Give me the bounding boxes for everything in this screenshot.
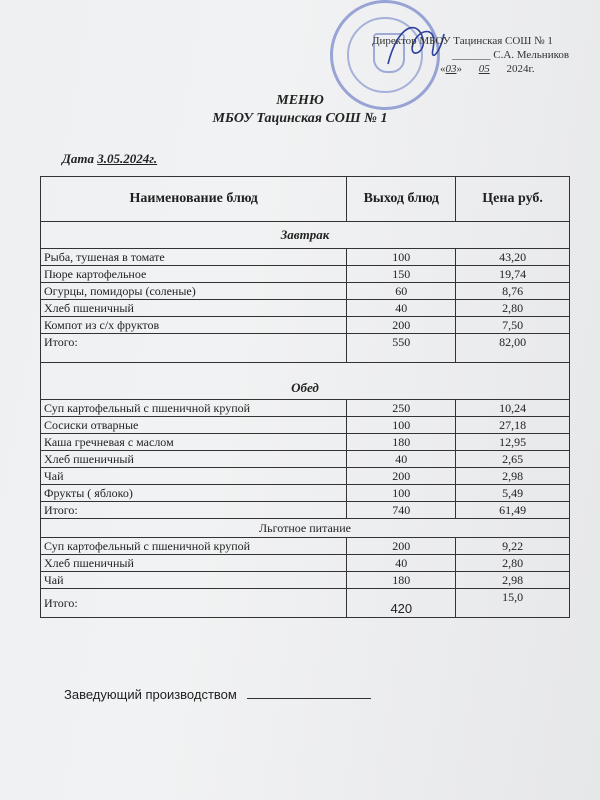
dish-price: 10,24 <box>456 400 570 417</box>
dish-price: 5,49 <box>456 485 570 502</box>
approval-date: «03» 05 2024г. <box>440 63 535 75</box>
spacer-cell <box>41 363 570 378</box>
table-row <box>41 451 570 468</box>
header-yield: Выход блюд <box>347 177 456 222</box>
signature-line <box>247 686 371 699</box>
menu-table <box>40 176 570 618</box>
dish-name: Огурцы, помидоры (соленые) <box>41 283 347 300</box>
table-row <box>41 283 570 300</box>
total-price: 61,49 <box>456 502 570 519</box>
dish-price: 2,80 <box>456 300 570 317</box>
dish-price: 9,22 <box>456 538 570 555</box>
dish-price: 2,98 <box>456 572 570 589</box>
table-row <box>41 266 570 283</box>
dish-name: Чай <box>41 572 347 589</box>
total-yield: 420 <box>347 589 456 618</box>
total-price: 15,0 <box>456 589 570 618</box>
dish-yield: 200 <box>347 538 456 555</box>
dish-yield: 180 <box>347 572 456 589</box>
dish-price: 43,20 <box>456 249 570 266</box>
dish-name: Хлеб пшеничный <box>41 451 347 468</box>
approval-day: 03 <box>445 63 457 75</box>
dish-yield: 100 <box>347 249 456 266</box>
dish-yield: 40 <box>347 300 456 317</box>
approval-director: Директор МБОУ Тацинская СОШ № 1 <box>372 35 553 47</box>
table-row <box>41 317 570 334</box>
section-lunch <box>41 377 570 400</box>
dish-yield: 200 <box>347 317 456 334</box>
total-row-breakfast <box>41 334 570 363</box>
approval-year: 2024г. <box>506 63 535 75</box>
dish-yield: 100 <box>347 417 456 434</box>
table-row <box>41 555 570 572</box>
spacer-row <box>41 363 570 378</box>
total-row-lunch <box>41 502 570 519</box>
date-label: Дата <box>62 151 94 166</box>
total-label: Итого: <box>41 502 347 519</box>
dish-yield: 100 <box>347 485 456 502</box>
dish-name: Чай <box>41 468 347 485</box>
dish-yield: 40 <box>347 555 456 572</box>
dish-name: Суп картофельный с пшеничной крупой <box>41 538 347 555</box>
dish-name: Хлеб пшеничный <box>41 300 347 317</box>
header-price: Цена руб. <box>456 177 570 222</box>
dish-yield: 150 <box>347 266 456 283</box>
table-header <box>41 177 570 222</box>
table-row <box>41 249 570 266</box>
dish-name: Фрукты ( яблоко) <box>41 485 347 502</box>
approval-signature-name: _______ С.А. Мельников <box>452 49 570 61</box>
table-row <box>41 572 570 589</box>
table-row <box>41 538 570 555</box>
dish-price: 2,98 <box>456 468 570 485</box>
approval-month: 05 <box>478 63 490 75</box>
total-price: 82,00 <box>456 334 570 363</box>
dish-price: 8,76 <box>456 283 570 300</box>
section-title: Обед <box>41 377 570 400</box>
table-row <box>41 434 570 451</box>
total-yield: 550 <box>347 334 456 363</box>
header-dish: Наименование блюд <box>41 177 347 222</box>
dish-name: Сосиски отварные <box>41 417 347 434</box>
dish-yield: 250 <box>347 400 456 417</box>
dish-name: Каша гречневая с маслом <box>41 434 347 451</box>
dish-price: 12,95 <box>456 434 570 451</box>
total-row-preferential <box>41 589 570 618</box>
section-preferential <box>41 519 570 538</box>
dish-name: Компот из с/х фруктов <box>41 317 347 334</box>
dish-price: 2,80 <box>456 555 570 572</box>
menu-date <box>62 151 157 167</box>
footer-signature <box>64 686 371 702</box>
dish-price: 2,65 <box>456 451 570 468</box>
table-row <box>41 485 570 502</box>
section-title: Льготное питание <box>41 519 570 538</box>
table-row <box>41 300 570 317</box>
dish-yield: 60 <box>347 283 456 300</box>
dish-name: Рыба, тушеная в томате <box>41 249 347 266</box>
table-row <box>41 417 570 434</box>
section-title: Завтрак <box>41 222 570 249</box>
page-title: МЕНЮ <box>276 93 324 108</box>
dish-name: Пюре картофельное <box>41 266 347 283</box>
school-name: МБОУ Тацинская СОШ № 1 <box>212 111 388 126</box>
section-breakfast <box>41 222 570 249</box>
dish-name: Хлеб пшеничный <box>41 555 347 572</box>
total-label: Итого: <box>41 589 347 618</box>
table-row <box>41 400 570 417</box>
total-yield: 740 <box>347 502 456 519</box>
dish-price: 7,50 <box>456 317 570 334</box>
dish-price: 19,74 <box>456 266 570 283</box>
table-row <box>41 468 570 485</box>
dish-name: Суп картофельный с пшеничной крупой <box>41 400 347 417</box>
dish-yield: 40 <box>347 451 456 468</box>
dish-yield: 200 <box>347 468 456 485</box>
date-value: 3.05.2024г. <box>97 151 158 166</box>
dish-price: 27,18 <box>456 417 570 434</box>
approval-block <box>372 34 592 76</box>
dish-yield: 180 <box>347 434 456 451</box>
total-label: Итого: <box>41 334 347 363</box>
footer-label: Заведующий производством <box>64 687 237 702</box>
